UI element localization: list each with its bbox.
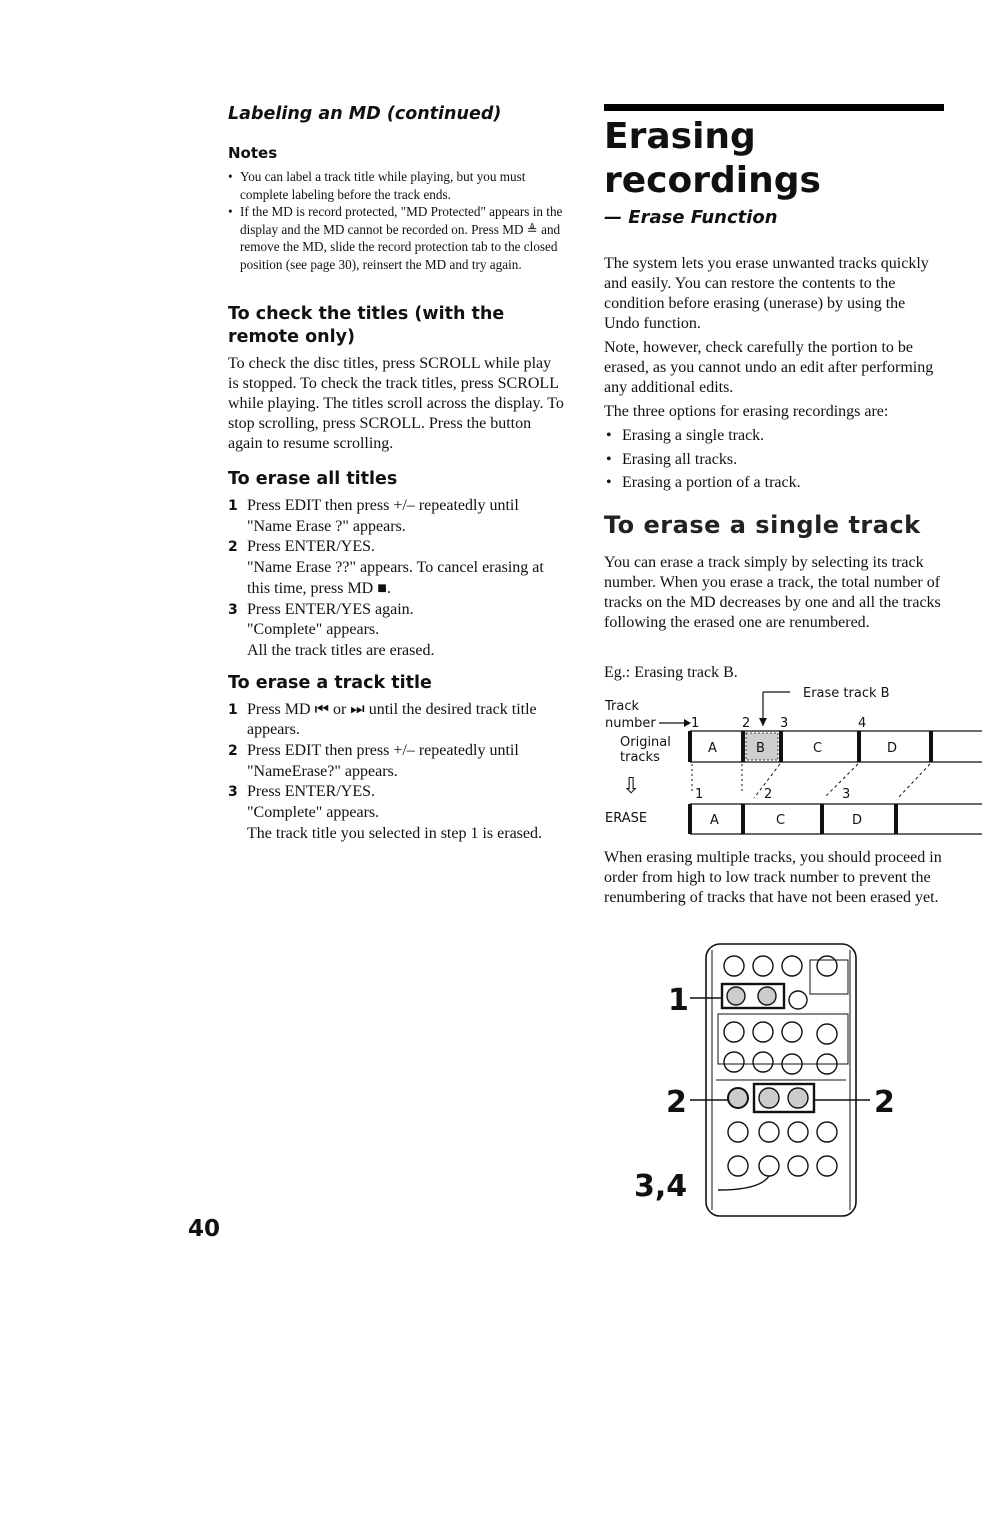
- step-number: 2: [228, 743, 238, 760]
- step-subtext: "Complete" appears.: [247, 621, 380, 639]
- track-number: 3: [780, 716, 789, 731]
- page-subtitle: — Erase Function: [604, 207, 778, 228]
- left-column: [228, 104, 564, 845]
- track-block: D: [887, 741, 898, 756]
- erase-row-label: ERASE: [605, 811, 648, 826]
- single-track-body: You can erase a track simply by selecting its track number. When you erase a track, the total number of tracks on the MD decreases by one and all the tracks following the erased one are renumbered.: [604, 553, 941, 631]
- step-subtext: "Complete" appears.: [247, 804, 380, 822]
- track-label: Track: [605, 699, 640, 714]
- example-label: Eg.: Erasing track B.: [604, 663, 738, 681]
- callout-3-4: 3,4: [634, 1169, 688, 1204]
- multiple-tracks-note: When erasing multiple tracks, you should proceed in order from high to low track number to prevent the renumbering of tracks that have not been erased yet.: [604, 849, 942, 906]
- step-number: 2: [228, 539, 238, 556]
- track-number: 1: [691, 716, 700, 731]
- right-column: [604, 104, 944, 683]
- step-text: Press EDIT then press +/– repeatedly until "Name Erase ?" appears.: [247, 497, 519, 535]
- title-rule: [604, 104, 944, 111]
- check-titles-body: To check the disc titles, press SCROLL while play is stopped. To check the track titles, press SCROLL while playing. The titles scroll across the display. To stop scrolling, press SCROLL. Press the button again to resume scrolling.: [228, 355, 564, 452]
- step-item: [228, 782, 564, 844]
- step-item: [228, 496, 564, 537]
- erase-diagram: [602, 680, 982, 840]
- erase-track-steps: [228, 700, 564, 845]
- callout-1: 1: [668, 983, 689, 1018]
- step-number: 1: [228, 498, 238, 514]
- page-title: Erasing recordings: [604, 116, 821, 201]
- page-number: 40: [188, 1216, 221, 1242]
- callout-2-left: 2: [666, 1085, 687, 1120]
- track-block: A: [708, 741, 717, 756]
- track-block: C: [813, 741, 823, 756]
- step-subtext: The track title you selected in step 1 is erased.: [247, 824, 543, 842]
- step-text: Press ENTER/YES again.: [247, 600, 414, 618]
- notes-heading: Notes: [228, 144, 278, 162]
- step-text: Press ENTER/YES.: [247, 783, 375, 801]
- renumbered-track-number: 3: [842, 787, 851, 802]
- step-text: Press MD ⏮ or ⏭ until the desired track title appears.: [247, 700, 537, 739]
- option-item: • Erasing a single track.: [604, 424, 944, 448]
- step-item: [228, 600, 564, 662]
- track-number-label: number: [605, 716, 656, 731]
- step-item: [228, 741, 564, 782]
- track-block: A: [710, 813, 719, 828]
- original-tracks-label: tracks: [620, 750, 660, 765]
- step-text: Press ENTER/YES.: [247, 538, 375, 556]
- step-number: 3: [228, 784, 238, 801]
- down-arrow-icon: ⇩: [622, 774, 641, 799]
- check-titles-heading: To check the titles (with the remote only): [228, 304, 505, 347]
- erase-all-heading: To erase all titles: [228, 469, 398, 489]
- option-item: • Erasing a portion of a track.: [604, 471, 944, 495]
- original-label: Original: [620, 735, 671, 750]
- notes-list: [228, 168, 564, 273]
- step-subtext: "Name Erase ??" appears. To cancel erasing at this time, press MD ■.: [247, 559, 544, 597]
- step-text: Press EDIT then press +/– repeatedly until "NameErase?" appears.: [247, 742, 519, 780]
- erase-track-heading: To erase a track title: [228, 672, 432, 693]
- option-item: • Erasing all tracks.: [604, 448, 944, 472]
- track-number: 2: [742, 716, 751, 731]
- callout-2-right: 2: [874, 1085, 895, 1120]
- step-number: 3: [228, 601, 238, 618]
- erase-all-steps: [228, 496, 564, 662]
- intro-paragraph: Note, however, check carefully the portion to be erased, as you cannot undo an edit after performing any additional edits.: [604, 339, 934, 396]
- note-item: • You can label a track title while playing, but you must complete labeling before the track ends.: [228, 168, 564, 203]
- note-item: • If the MD is record protected, "MD Protected" appears in the display and the MD cannot be recorded on. Press MD ≜ and remove the MD, slide the record protection tab to the closed position (see page 30), reinsert the MD and try again.: [228, 203, 564, 273]
- erase-options-list: [604, 424, 944, 495]
- track-block: C: [776, 813, 786, 828]
- renumbered-track-number: 2: [764, 787, 773, 802]
- section-title: Labeling an MD (continued): [228, 104, 502, 124]
- single-track-heading: To erase a single track: [604, 510, 921, 539]
- step-item: [228, 700, 564, 741]
- intro-paragraph: The system lets you erase unwanted tracks quickly and easily. You can restore the contents to the condition before erasing (unerase) by using the Undo function.: [604, 255, 929, 332]
- renumbered-track-number: 1: [695, 787, 704, 802]
- step-item: [228, 537, 564, 599]
- intro-paragraph: The three options for erasing recordings are:: [604, 403, 889, 420]
- track-number: 4: [858, 716, 867, 731]
- track-block: D: [852, 813, 863, 828]
- step-subtext: All the track titles are erased.: [247, 641, 435, 659]
- remote-control-illustration: [630, 940, 895, 1220]
- step-number: 1: [228, 701, 238, 718]
- erased-track-block: B: [756, 741, 765, 756]
- erase-track-label: Erase track B: [803, 686, 890, 701]
